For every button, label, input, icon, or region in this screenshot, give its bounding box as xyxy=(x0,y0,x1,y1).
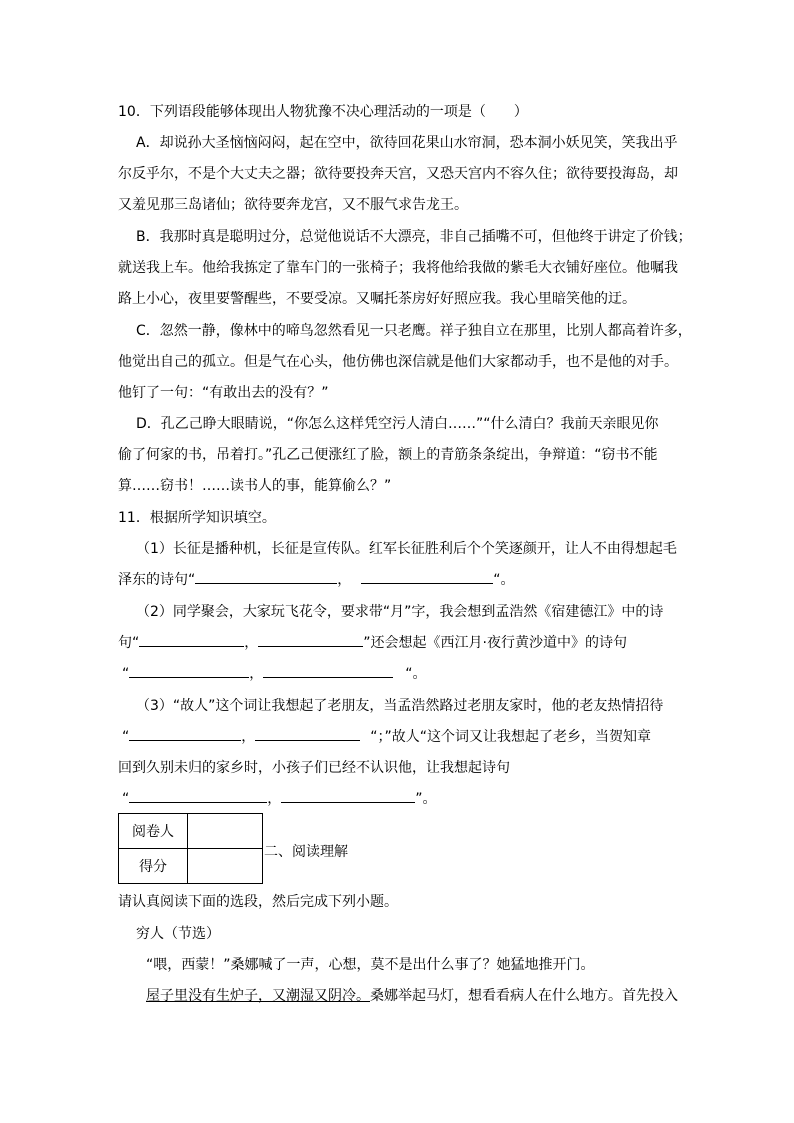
passage-paragraph-1: “喂，西蒙！”桑娜喊了一声，心想，莫不是出什么事了？她猛地推开门。 xyxy=(146,957,595,973)
passage-title: 穷人（节选） xyxy=(136,926,220,942)
text: ”还会想起《西江月·夜行黄沙道中》的诗句 xyxy=(363,635,627,651)
text: “。 xyxy=(493,572,515,588)
blank-input[interactable] xyxy=(129,788,267,803)
passage-paragraph-2 xyxy=(146,985,678,1007)
text: “。 xyxy=(405,666,427,682)
q11-part2-line2 xyxy=(118,632,627,654)
underlined-sentence: 屋子里没有生炉子，又潮湿又阴冷。 xyxy=(146,988,370,1004)
text: “ xyxy=(122,791,130,807)
q11-part3-line4 xyxy=(122,788,437,810)
blank-input[interactable] xyxy=(263,663,393,678)
q10-option-b-line3: 路上小心，夜里要警醒些，不要受凉。又嘱托茶房好好照应我。我心里暗笑他的迂。 xyxy=(118,291,636,307)
q11-part3-line2 xyxy=(122,726,651,748)
q10-option-d-line1: D．孔乙己睁大眼睛说，“你怎么这样凭空污人清白……”“什么清白？我前天亲眼见你 xyxy=(136,416,659,432)
score-cell[interactable] xyxy=(188,849,263,884)
reviewer-cell[interactable] xyxy=(188,814,263,849)
q10-option-d-line2: 偷了何家的书，吊着打。”孔乙己便涨红了脸，额上的青筋条条绽出，争辩道：“窃书不能 xyxy=(118,447,658,463)
q11-part2-line1: （2）同学聚会，大家玩飞花令，要求带“月”字，我会想到孟浩然《宿建德江》中的诗 xyxy=(136,604,664,620)
text: ， xyxy=(337,572,352,588)
blank-input[interactable] xyxy=(255,726,360,741)
blank-input[interactable] xyxy=(129,663,249,678)
score-label: 得分 xyxy=(119,849,188,884)
q10-option-a-line2: 尔反乎尔，不是个大丈夫之器；欲待要投奔天宫，又恐天宫内不容久住；欲待要投海岛，却 xyxy=(118,166,678,182)
q10-option-c-line1: C．忽然一静，像林中的啼鸟忽然看见一只老鹰。祥子独自立在那里，比别人都高着许多， xyxy=(136,323,692,339)
text: ”。 xyxy=(415,791,437,807)
q11-part1-line2 xyxy=(118,569,515,591)
score-table xyxy=(118,813,263,884)
reviewer-label: 阅卷人 xyxy=(119,814,188,849)
q10-option-c-line2: 他觉出自己的孤立。但是气在心头，他仿佛也深信就是他们大家都动手，也不是他的对手。 xyxy=(118,354,678,370)
q11-part3-line1: （3）“故人”这个词让我想起了老朋友，当孟浩然路过老朋友家时，他的老友热情招待 xyxy=(136,698,664,714)
blank-input[interactable] xyxy=(258,632,363,647)
q10-stem: 10．下列语段能够体现出人物犹豫不决心理活动的一项是（ ） xyxy=(118,104,528,120)
text: 桑娜举起马灯，想看看病人在什么地方。首先投入 xyxy=(370,988,678,1004)
text: ， xyxy=(267,791,282,807)
q11-part3-line3: 回到久别未归的家乡时，小孩子们已经不认识他，让我想起诗句 xyxy=(118,760,510,776)
text: 句“ xyxy=(118,635,140,651)
blank-input[interactable] xyxy=(361,569,493,584)
q11-part1-line1: （1）长征是播种机，长征是宣传队。红军长征胜利后个个笑逐颜开，让人不由得想起毛 xyxy=(136,541,677,557)
blank-input[interactable] xyxy=(195,569,337,584)
reading-intro: 请认真阅读下面的选段，然后完成下列小题。 xyxy=(118,894,398,910)
q10-option-b-line2: 就送我上车。他给我拣定了靠车门的一张椅子；我将他给我做的紫毛大衣铺好座位。他嘱我 xyxy=(118,260,678,276)
text: “ xyxy=(122,666,130,682)
q10-option-c-line3: 他钉了一句：“有敢出去的没有？” xyxy=(118,385,329,401)
text: “ xyxy=(122,729,130,745)
q11-stem: 11．根据所学知识填空。 xyxy=(118,510,276,526)
blank-input[interactable] xyxy=(129,726,241,741)
text: ， xyxy=(241,729,256,745)
text: 泽东的诗句“ xyxy=(118,572,196,588)
blank-input[interactable] xyxy=(281,788,415,803)
section-title: 二、阅读理解 xyxy=(264,844,348,860)
q11-part2-line3 xyxy=(122,663,427,685)
text: “；”故人“这个词又让我想起了老乡，当贺知章 xyxy=(370,729,652,745)
text: ， xyxy=(249,666,264,682)
q10-option-a-line1: A．却说孙大圣恼恼闷闷，起在空中，欲待回花果山水帘洞，恐本洞小妖见笑，笑我出乎 xyxy=(136,135,678,151)
blank-input[interactable] xyxy=(139,632,244,647)
q10-option-d-line3: 算……窃书！……读书人的事，能算偷么？” xyxy=(118,478,392,494)
q10-option-b-line1: B．我那时真是聪明过分，总觉他说话不大漂亮，非自己插嘴不可，但他终于讲定了价钱； xyxy=(136,229,692,245)
text: ， xyxy=(244,635,259,651)
q10-option-a-line3: 又羞见那三岛诸仙；欲待要奔龙宫，又不服气求告龙王。 xyxy=(118,197,468,213)
